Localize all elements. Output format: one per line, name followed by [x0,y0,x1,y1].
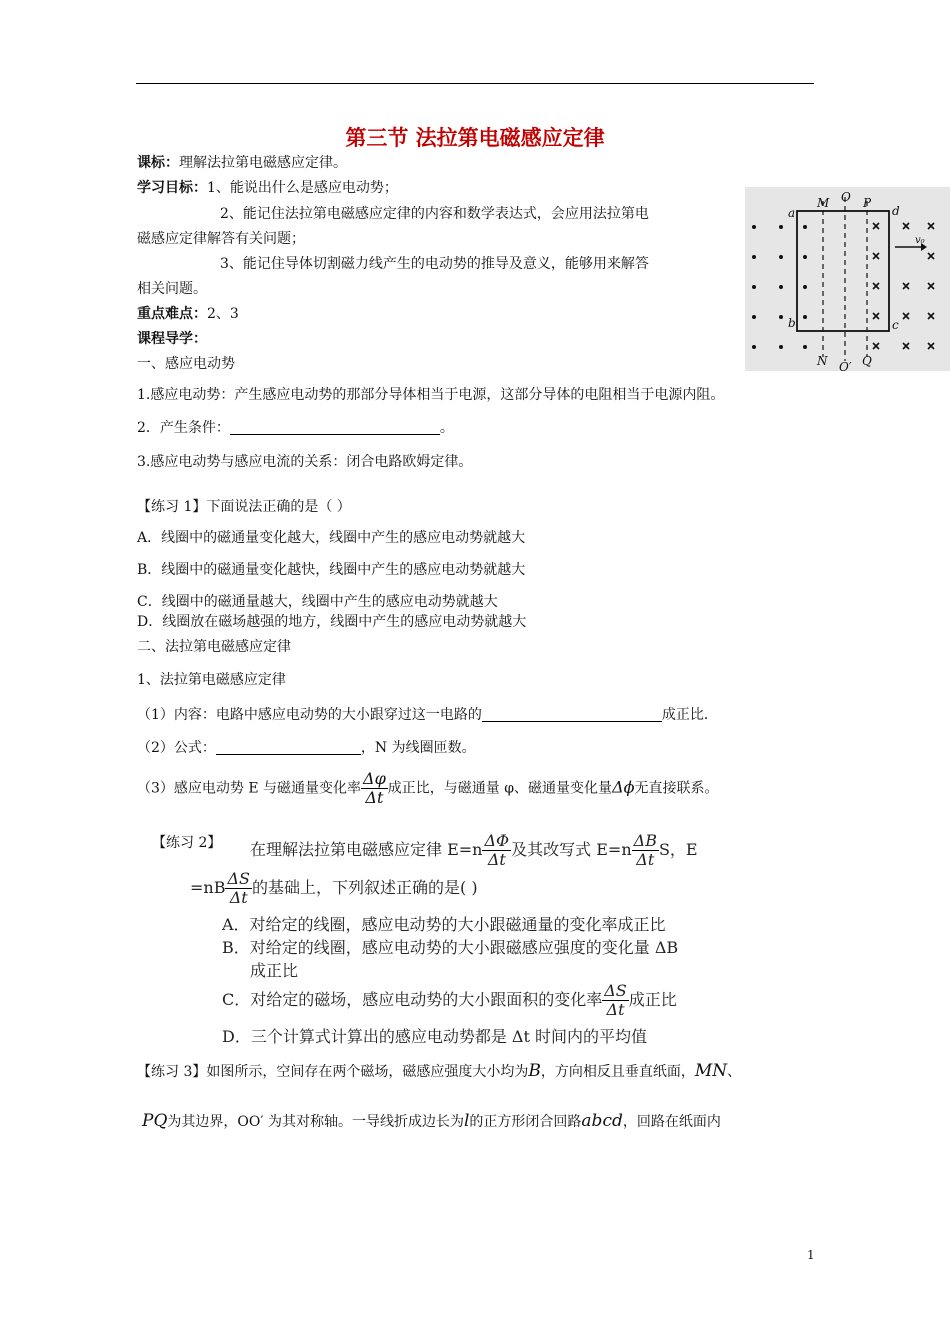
goals-label: 学习目标： [137,180,207,196]
exercise-2-option-b-2: 成正比 [250,961,299,980]
page-number: 1 [807,1248,815,1262]
ex2-c-text: C．对给定的磁场，感应电动势的大小跟面积的变化率 [222,990,603,1009]
goal-3b: 相关问题。 [137,281,207,297]
ex2-f3-num: ΔS [227,869,250,888]
label-Q: Q [862,354,872,368]
label-a: a [788,206,796,220]
delta-phi: Δϕ [612,777,635,797]
section-1-heading: 一、感应电动势 [137,356,235,372]
ex3-text-d: 为其边界，OO′ 为其对称轴。一导线折成边长为 [167,1114,464,1130]
guide-label: 课程导学： [137,331,207,347]
magnetic-field-figure [745,187,950,371]
paragraph-1: 1.感应电动势：产生感应电动势的那部分导体相当于电源，这部分导体的电阻相当于电源内阻。 [137,387,725,403]
ex2-c-fraction [602,982,629,1019]
law-content-prefix: （1）内容：电路中感应电动势的大小跟穿过这一电路的 [137,707,482,723]
exercise-1-option-b: B．线圈中的磁通量变化越快，线圈中产生的感应电动势就越大 [137,562,526,578]
exercise-2-option-c [222,982,677,1019]
kebiao-label: 课标： [137,155,179,171]
law3-middle: 成正比，与磁通量 φ、磁通量变化量 [387,780,613,797]
ex3-text-a: 如图所示，空间存在两个磁场，磁感应强度大小均为 [206,1064,529,1080]
loop-abcd [797,211,889,331]
ex2-text-2: 及其改写式 E=n [511,840,632,859]
ex2-text-5: 的基础上，下列叙述正确的是( ) [251,878,478,897]
goal-1: 1、能说出什么是感应电动势； [207,180,398,196]
exercise-3-line-1 [137,1062,741,1081]
condition-blank [230,420,440,435]
ex2-f3-den: Δt [229,888,248,907]
ex2-fraction-1 [482,832,511,869]
exercise-1-stem: 下面说法正确的是（ ） [206,499,351,515]
ex3-text-f: ，回路在纸面内 [622,1114,721,1130]
ex3-symbol-abcd: abcd [581,1111,623,1131]
law-formula-prefix: （2）公式： [137,740,216,756]
goal-3a: 3、能记住导体切割磁力线产生的电动势的推导及意义，能够用来解答 [220,256,649,272]
ex2-fraction-3 [225,870,252,907]
goals-line [137,179,398,197]
ex3-text-c: 、 [727,1064,742,1080]
law-content [137,706,718,724]
ex3-symbol-MN: MN [694,1061,728,1081]
ex3-text-e: 的正方形闭合回路 [469,1114,582,1130]
exercise-3-label: 【练习 3】 [137,1064,207,1080]
ex2-c-num: ΔS [604,981,627,1000]
label-c: c [892,318,899,332]
label-P: P [863,196,872,210]
law-formula [137,739,476,757]
exercise-1 [137,498,351,516]
key-line [137,305,239,323]
page-title: 第三节 法拉第电磁感应定律 [345,126,605,150]
law-heading: 1、法拉第电磁感应定律 [137,672,286,688]
ex3-symbol-l: l [463,1111,470,1131]
content-blank [482,707,662,722]
exercise-2-option-b-1: B．对给定的线圈，感应电动势的大小跟磁感应强度的变化量 ΔB [222,938,679,957]
key-label: 重点难点： [137,306,207,322]
exercise-2-line-2 [190,870,478,907]
ex2-c-tail: 成正比 [628,990,677,1009]
law-content-suffix: 成正比． [661,707,718,723]
exercise-1-option-a: A．线圈中的磁通量变化越大，线圈中产生的感应电动势就越大 [137,530,526,546]
goal-2b: 磁感应定律解答有关问题； [137,231,305,247]
exercise-2-label: 【练习 2】 [152,835,222,851]
kebiao-text: 理解法拉第电磁感应定律。 [179,155,347,171]
ex2-c-den: Δt [606,1000,625,1019]
ex2-text-3: S，E [658,840,698,859]
label-d: d [892,204,900,218]
p2-prefix: 2．产生条件： [137,420,230,436]
law-formula-suffix: ，N 为线圈匝数。 [360,740,476,756]
law-item-3 [137,770,719,807]
exercise-1-option-d: D．线圈放在磁场越强的地方，线圈中产生的感应电动势就越大 [137,614,527,630]
frac-denominator: Δt [365,788,384,807]
exercise-1-label: 【练习 1】 [137,499,207,515]
ex2-f1-den: Δt [487,850,506,869]
label-N: N [817,354,828,368]
frac-numerator: Δφ [363,769,386,788]
kebiao-line [137,154,347,172]
key-text: 2、3 [207,306,239,322]
exercise-2-line-1 [250,832,698,869]
label-M: M [817,196,830,210]
paragraph-3: 3.感应电动势与感应电流的关系：闭合电路欧姆定律。 [137,454,473,470]
ex2-fraction-2 [632,832,659,869]
section-2-heading: 二、法拉第电磁感应定律 [137,639,291,655]
label-O: O [841,190,851,204]
ex3-symbol-B: B [528,1061,541,1081]
p2-suffix: 。 [439,420,454,436]
paragraph-2 [137,419,454,437]
header-rule [136,83,814,84]
formula-blank [216,740,361,755]
ex3-text-b: ，方向相反且垂直纸面， [540,1064,695,1080]
ex2-text-1: 在理解法拉第电磁感应定律 E=n [250,840,483,859]
exercise-2-option-a: A．对给定的线圈，感应电动势的大小跟磁通量的变化率成正比 [222,915,666,934]
ex2-f1-num: ΔΦ [484,831,510,850]
field-diagram [745,187,950,371]
ex2-f2-num: ΔB [633,831,657,850]
goal-2a: 2、能记住法拉第电磁感应定律的内容和数学表达式，会应用法拉第电 [220,206,649,222]
label-b: b [788,316,796,330]
ex2-f2-den: Δt [636,850,655,869]
flux-rate-fraction [361,770,388,807]
exercise-2-option-d: D．三个计算式计算出的感应电动势都是 Δt 时间内的平均值 [222,1027,647,1046]
law3-suffix: 无直接联系。 [634,780,719,797]
label-v0: v₀ [915,235,925,246]
exercise-1-option-c: C．线圈中的磁通量越大，线圈中产生的感应电动势就越大 [137,594,498,610]
ex2-text-4: =nB [190,878,226,897]
ex3-symbol-PQ: PQ [142,1111,168,1131]
label-O-prime: O′ [839,360,852,371]
law3-prefix: （3）感应电动势 E 与磁通量变化率 [137,780,362,797]
exercise-3-line-2 [142,1112,721,1131]
